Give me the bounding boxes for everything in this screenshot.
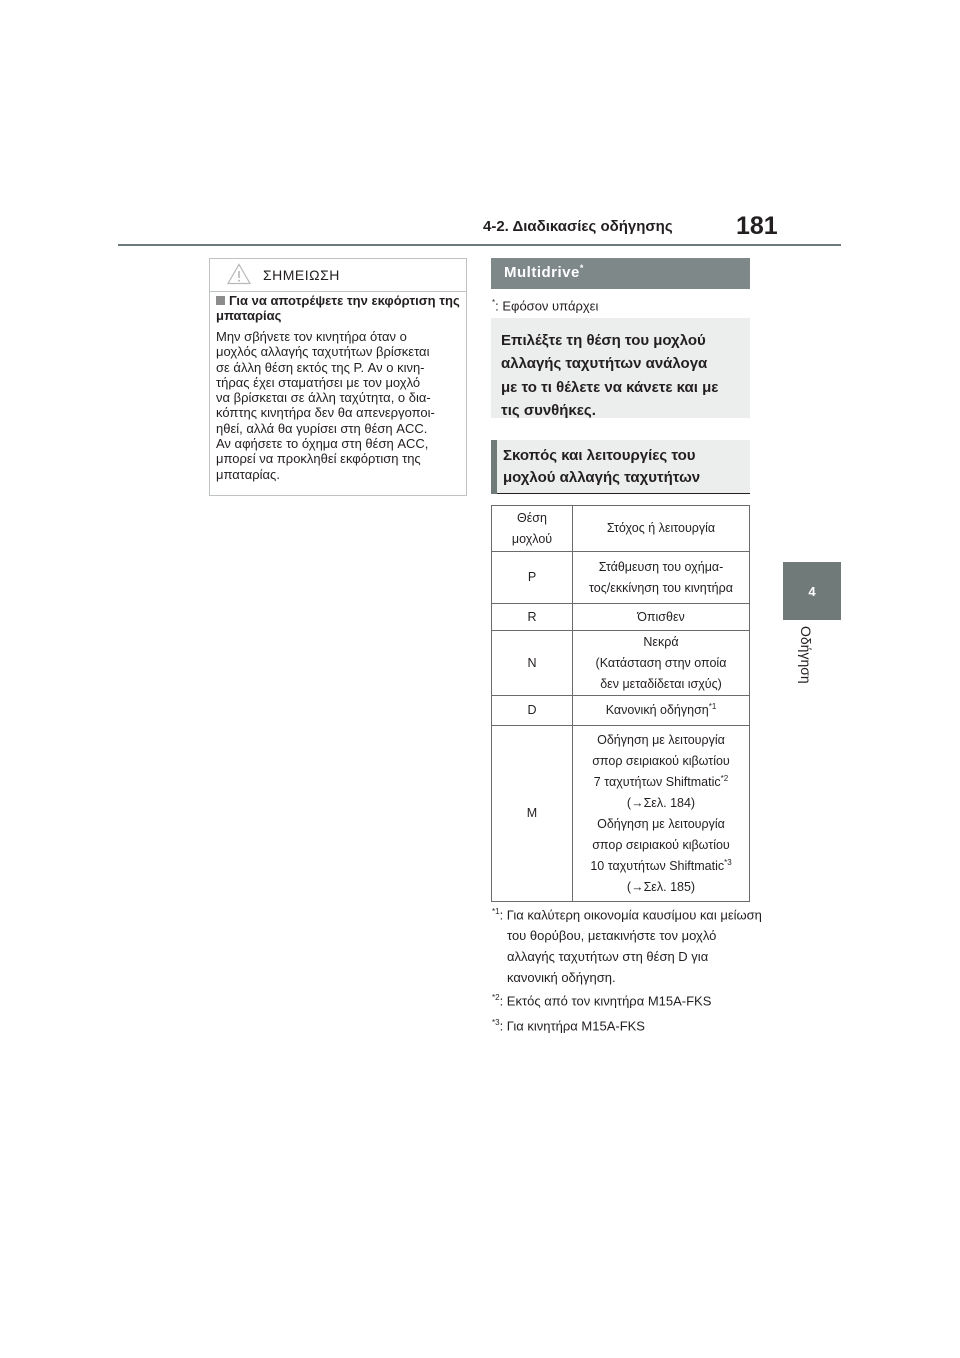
notice-line: κόπτης κινητήρα δεν θα απενεργοποι- — [216, 405, 435, 421]
availability-note — [492, 298, 598, 313]
intro-line: με το τι θέλετε να κάνετε και με — [501, 378, 719, 396]
function-line: Οδήγηση με λειτουργία — [597, 816, 725, 831]
warning-triangle-icon — [227, 263, 251, 285]
multidrive-title: Multidrive — [504, 264, 580, 281]
function-line: (Κατάσταση στην οποία — [595, 655, 727, 670]
section-heading: 4-2. Διαδικασίες οδήγησης — [483, 218, 673, 235]
function-line: τος/εκκίνηση του κινητήρα — [589, 580, 733, 595]
table-row — [492, 552, 750, 604]
footnote-mark: *1 — [708, 701, 717, 711]
function-line: Στάθμευση του οχήμα- — [598, 559, 724, 574]
chapter-tab[interactable] — [783, 562, 841, 620]
footnote-mark: *2 — [492, 993, 500, 1002]
intro-line: Επιλέξτε τη θέση του μοχλού — [501, 332, 706, 349]
heading-accent-bar — [491, 440, 497, 494]
notice-line: Μην σβήνετε τον κινητήρα όταν ο — [216, 329, 407, 344]
header-rule — [118, 244, 841, 246]
purpose-heading — [491, 440, 750, 494]
function-cell — [573, 631, 750, 696]
notice-header — [210, 259, 466, 292]
purpose-heading-line: μοχλού αλλαγής ταχυτήτων — [503, 469, 701, 486]
notice-line: μπαταρίας. — [216, 466, 280, 482]
square-bullet-icon — [216, 296, 225, 305]
footnote-2 — [492, 987, 711, 1011]
table-row — [492, 631, 750, 696]
footnote-text: : Για καλύτερη οικονομία καυσίμου και μείωση του θορύβου, μετακινήστε τον μοχλό αλλαγής ταχυτήτων στη θέση D για κανονική οδήγηση. — [499, 907, 762, 986]
function-line: σπορ σειριακού κιβωτίου — [592, 837, 730, 852]
header-cell-function: Στόχος ή λειτουργία — [573, 506, 750, 552]
table-row — [492, 726, 750, 902]
function-cell — [573, 696, 750, 726]
table-row — [492, 604, 750, 631]
footnote-mark: *1 — [492, 907, 500, 916]
function-text: Κανονική οδήγηση — [605, 703, 709, 717]
chapter-label-wrap — [784, 626, 842, 726]
table-header-row — [492, 506, 750, 552]
purpose-heading-line: Σκοπός και λειτουργίες του — [503, 447, 696, 464]
notice-subtitle-wrap — [216, 293, 462, 323]
position-cell: P — [492, 552, 573, 604]
footnote-3 — [492, 1012, 645, 1036]
notice-body — [216, 329, 464, 482]
function-text: 7 ταχυτήτων Shiftmatic — [593, 774, 721, 789]
notice-subtitle: Για να αποτρέψετε την εκφόρτιση της μπαταρίας — [216, 293, 460, 323]
function-line: σπορ σειριακού κιβωτίου — [592, 753, 730, 768]
chapter-label: Οδήγηση — [798, 626, 814, 684]
availability-mark: * — [492, 298, 496, 307]
footnote-mark: *3 — [724, 857, 732, 867]
function-line: Οδήγηση με λειτουργία — [597, 732, 725, 747]
notice-line: Αν αφήσετε το όχημα στη θέση ACC, — [216, 436, 429, 452]
footnote-text: : Για κινητήρα M15A-FKS — [499, 1018, 645, 1034]
position-cell: R — [492, 604, 573, 631]
intro-line: τις συνθήκες. — [501, 401, 596, 419]
notice-line: μπορεί να προκληθεί εκφόρτιση της — [216, 451, 421, 467]
function-cell — [573, 726, 750, 902]
page-reference-link[interactable]: (→Σελ. 184) — [626, 795, 696, 810]
header-line: μοχλού — [511, 531, 553, 546]
page-number: 181 — [736, 212, 778, 240]
footnote-mark: *2 — [720, 773, 729, 783]
intro-line: αλλαγής ταχυτήτων ανάλογα — [501, 355, 708, 373]
function-line — [573, 856, 749, 877]
header-line: Θέση — [517, 510, 547, 525]
function-line — [573, 772, 749, 793]
notice-title: ΣΗΜΕΙΩΣΗ — [263, 267, 340, 283]
footnote-1 — [492, 901, 762, 988]
function-line: δεν μεταδίδεται ισχύς) — [600, 676, 722, 691]
notice-line: τήρας έχει σταματήσει με τον μοχλό — [216, 374, 421, 390]
multidrive-heading — [491, 258, 750, 289]
footnote-text: : Εκτός από τον κινητήρα M15A-FKS — [499, 993, 712, 1009]
position-cell: N — [492, 631, 573, 696]
page-reference-link[interactable]: (→Σελ. 185) — [626, 879, 696, 894]
notice-box — [209, 258, 467, 496]
position-cell: M — [492, 726, 573, 902]
table-row — [492, 696, 750, 726]
chapter-number: 4 — [808, 583, 816, 599]
notice-line: μοχλός αλλαγής ταχυτήτων βρίσκεται — [216, 344, 430, 360]
notice-line: να βρίσκεται σε άλλη ταχύτητα, ο δια- — [216, 390, 431, 406]
heading-underline — [497, 493, 750, 494]
function-cell: Όπισθεν — [573, 604, 750, 631]
shift-position-table — [491, 505, 750, 902]
notice-line: ηθεί, αλλά θα γυρίσει στη θέση ACC. — [216, 420, 428, 436]
availability-text: : Εφόσον υπάρχει — [495, 298, 599, 314]
function-text: 10 ταχυτήτων Shiftmatic — [590, 858, 725, 873]
header-cell-position — [492, 506, 573, 552]
function-cell — [573, 552, 750, 604]
function-line: Νεκρά — [643, 634, 679, 649]
footnote-mark: *3 — [492, 1018, 500, 1027]
notice-line: σε άλλη θέση εκτός της P. Αν ο κινη- — [216, 359, 425, 375]
position-cell: D — [492, 696, 573, 726]
multidrive-title-mark: * — [579, 263, 584, 273]
intro-box — [491, 318, 750, 418]
